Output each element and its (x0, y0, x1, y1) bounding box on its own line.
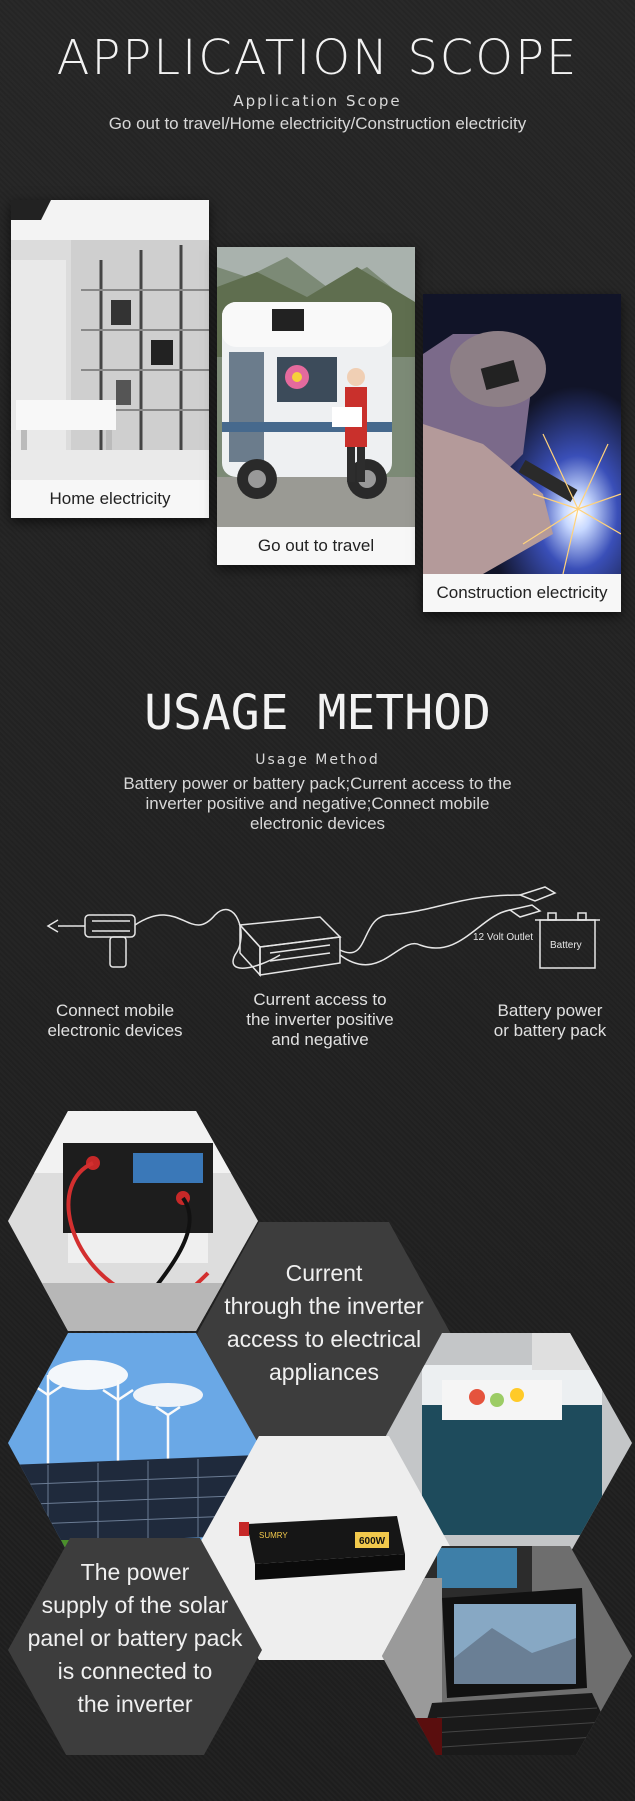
application-subtitle: Application Scope (233, 92, 402, 110)
construction-card (423, 294, 621, 612)
camper-van-photo (217, 247, 415, 527)
usage-description-line3: electronic devices (249, 814, 386, 833)
home-interior-photo (11, 200, 209, 480)
power-line2: supply of the solar (41, 1592, 229, 1618)
travel-caption: Go out to travel (217, 527, 415, 565)
plug-icon (48, 915, 135, 967)
usage-title: USAGE METHOD (144, 685, 491, 741)
step-current-access (225, 990, 415, 1050)
step-current-line2: the inverter positive (246, 1010, 394, 1029)
step-connect-line1: Connect mobile (55, 1001, 175, 1020)
step-battery-line2: or battery pack (493, 1021, 607, 1040)
usage-description-line1: Battery power or battery pack;Current access to the (123, 774, 512, 793)
inverter-watt: 600W (359, 1536, 386, 1547)
power-line4: is connected to (57, 1658, 213, 1684)
current-hex-text (197, 1257, 451, 1389)
power-line1: The power (80, 1559, 190, 1585)
outlet-label: 12 Volt Outlet (473, 932, 534, 943)
current-line3: access to electrical (226, 1326, 422, 1352)
current-line4: appliances (269, 1359, 379, 1385)
step-battery-power (455, 1001, 635, 1041)
step-connect-line2: electronic devices (47, 1021, 183, 1040)
power-hex-text (8, 1556, 262, 1721)
travel-card (217, 247, 415, 565)
power-line5: the inverter (77, 1691, 193, 1717)
connection-diagram (40, 875, 610, 995)
step-connect-devices (20, 1001, 210, 1041)
application-title: APPLICATION SCOPE (56, 30, 579, 86)
usage-subtitle: Usage Method (255, 752, 380, 768)
home-electricity-caption: Home electricity (11, 480, 209, 518)
step-current-line1: Current access to (253, 990, 387, 1009)
current-line2: through the inverter (224, 1293, 424, 1319)
home-electricity-card (11, 200, 209, 518)
application-description: Go out to travel/Home electricity/Construction electricity (108, 114, 527, 133)
construction-caption: Construction electricity (423, 574, 621, 612)
inverter-brand: SUMRY (259, 1531, 288, 1540)
usage-description-line2: inverter positive and negative;Connect mobile (145, 794, 490, 813)
step-battery-line1: Battery power (497, 1001, 603, 1020)
battery-label: Battery (550, 940, 582, 951)
power-line3: panel or battery pack (27, 1625, 243, 1651)
current-line1: Current (285, 1260, 363, 1286)
welding-photo (423, 294, 621, 574)
step-current-line3: and negative (271, 1030, 369, 1049)
